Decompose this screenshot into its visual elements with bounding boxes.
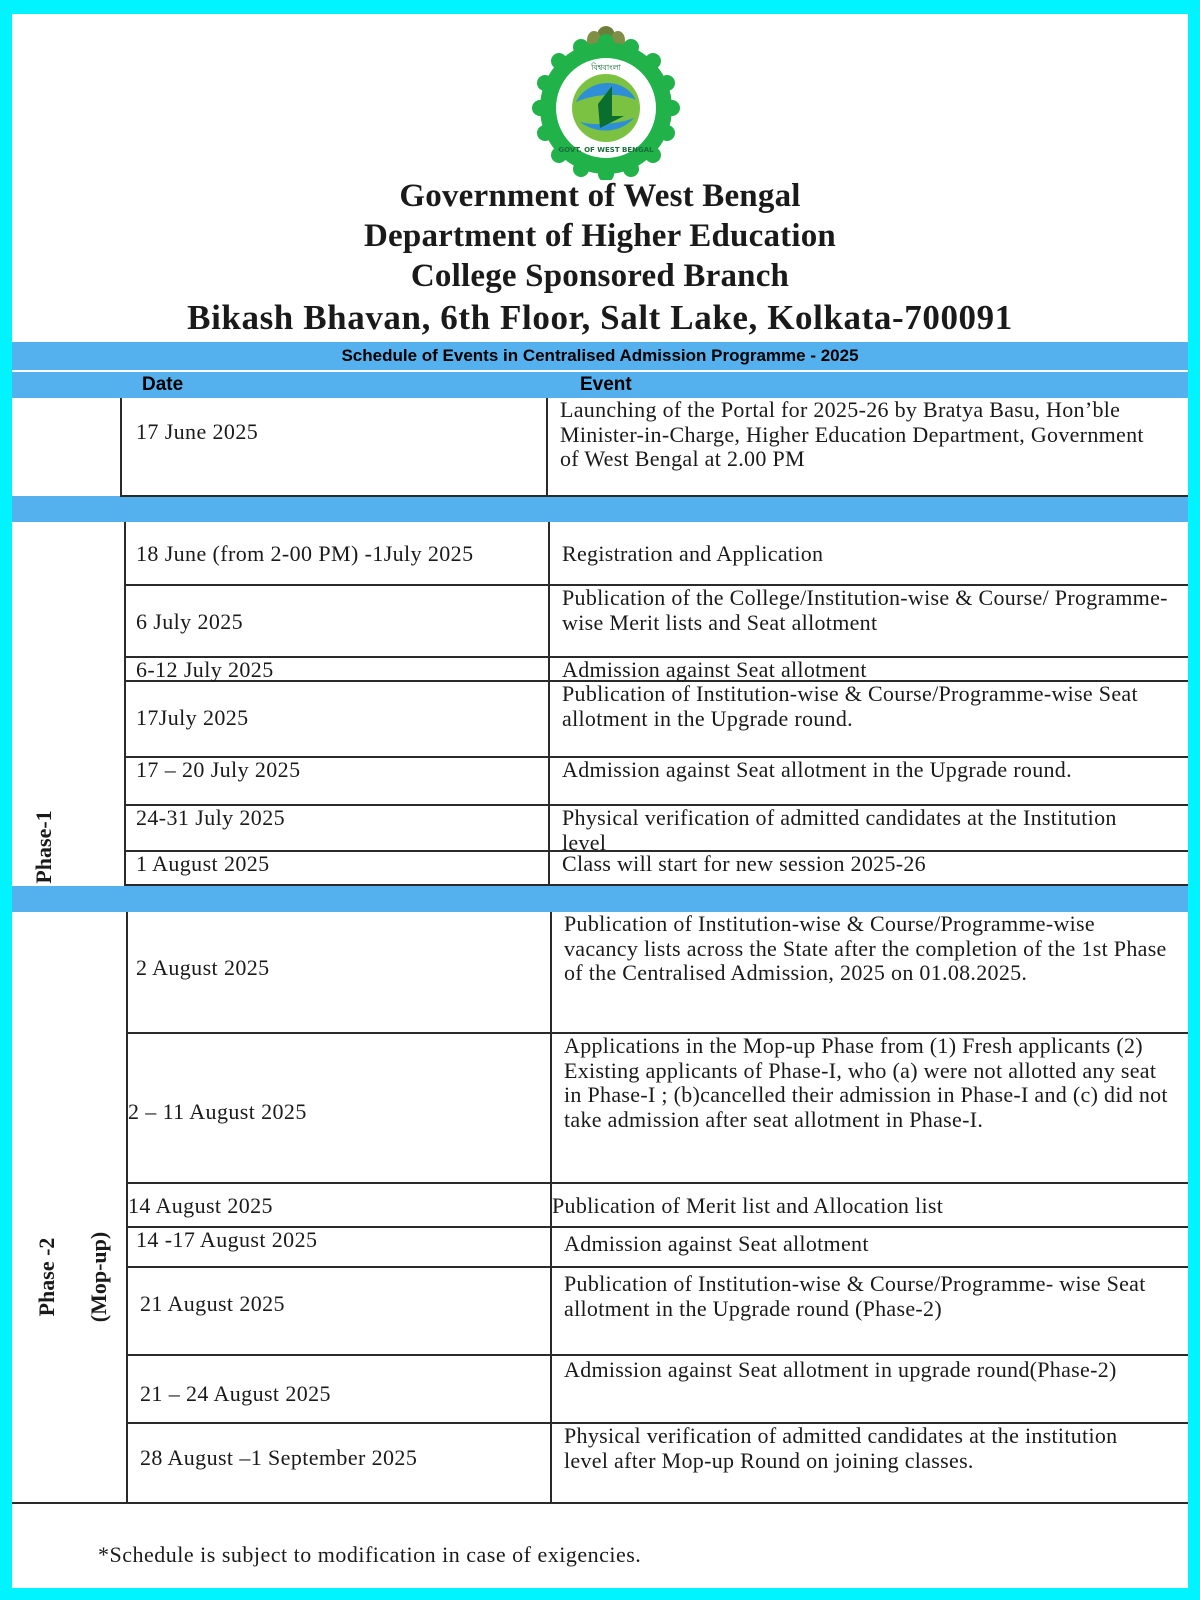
phase1-row-4-event: Publication of Institution-wise & Course/Programme-wise Seat allotment in the Upgrade round. (562, 681, 1138, 731)
phase1-row-3-date: 6-12 July 2025 (136, 657, 274, 682)
phase1-row-7-event: Class will start for new session 2025-26 (562, 851, 926, 876)
phase2-row-7-event: Physical verification of admitted candidates at the institution level after Mop-up Round on joining classes. (564, 1423, 1118, 1473)
heading-department: Department of Higher Education (364, 218, 836, 254)
phase1-row-7-date: 1 August 2025 (136, 851, 270, 876)
phase2-row-2-date: 2 – 11 August 2025 (128, 1099, 307, 1124)
schedule-title: Schedule of Events in Centralised Admission Programme - 2025 (12, 342, 1188, 370)
west-bengal-emblem-icon (526, 20, 686, 180)
heading-address: Bikash Bhavan, 6th Floor, Salt Lake, Kolkata-700091 (187, 298, 1013, 337)
column-header-event: Event (580, 374, 632, 395)
phase1-row-2-date: 6 July 2025 (136, 609, 244, 634)
phase1-row-3-event: Admission against Seat allotment (562, 657, 867, 682)
phase1-row-2-event: Publication of the College/Institution-wise & Course/ Programme-wise Merit lists and Seat allotment (562, 585, 1168, 635)
heading-branch: College Sponsored Branch (410, 258, 790, 294)
grid-line (120, 398, 122, 496)
grid-line (548, 522, 550, 886)
table-header (12, 372, 1188, 398)
schedule-footnote: *Schedule is subject to modification in case of exigencies. (98, 1542, 642, 1567)
grid-line (124, 884, 1188, 886)
grid-line (120, 495, 1188, 497)
grid-line (124, 522, 126, 886)
section-separator (12, 886, 1188, 912)
phase1-row-1-date: 18 June (from 2-00 PM) -1July 2025 (136, 541, 474, 566)
phase1-row-6-date: 24-31 July 2025 (136, 805, 285, 830)
phase2-row-1-event: Publication of Institution-wise & Course/Programme-wise vacancy lists across the State after the completion of the 1st Phase of the Centralised Admission, 2025 on 01.08.2025. (564, 911, 1167, 986)
emblem-ring-text-top: বিশ্ববাংলা (591, 63, 621, 72)
phase1-row-5-date: 17 – 20 July 2025 (136, 757, 301, 782)
phase2-row-3-event: Publication of Merit list and Allocation list (552, 1193, 944, 1218)
grid-line (12, 1502, 1188, 1504)
phase-1-label: Phase-1 (31, 810, 56, 884)
phase1-row-1-event: Registration and Application (562, 541, 824, 566)
phase2-row-3-date: 14 August 2025 (128, 1193, 273, 1218)
heading-government: Government of West Bengal (399, 178, 801, 214)
phase1-row-6-event: Physical verification of admitted candidates at the Institution level (562, 805, 1117, 855)
phase-2-sublabel: (Mop-up) (86, 1231, 111, 1323)
phase-2-label: Phase -2 (34, 1237, 59, 1317)
phase2-row-6-date: 21 – 24 August 2025 (140, 1381, 331, 1406)
phase2-row-1-date: 2 August 2025 (136, 955, 270, 980)
phase2-row-5-event: Publication of Institution-wise & Course/Programme- wise Seat allotment in the Upgrade round (Phase-2) (564, 1271, 1146, 1321)
phase2-row-4-event: Admission against Seat allotment (564, 1231, 869, 1256)
phase2-row-6-event: Admission against Seat allotment in upgrade round(Phase-2) (564, 1357, 1117, 1382)
grid-line (126, 1182, 1188, 1184)
notice-page (12, 14, 1188, 1588)
launch-date: 17 June 2025 (136, 419, 259, 444)
grid-line (126, 1266, 1188, 1268)
section-separator (12, 496, 1188, 522)
phase2-row-4-date: 14 -17 August 2025 (136, 1227, 318, 1252)
phase2-row-5-date: 21 August 2025 (140, 1291, 285, 1316)
column-header-date: Date (142, 374, 184, 395)
launch-event: Launching of the Portal for 2025-26 by Bratya Basu, Hon’ble Minister-in-Charge, Higher Education Department, Government of West Bengal at 2.00 PM (560, 397, 1144, 472)
phase1-row-4-date: 17July 2025 (136, 705, 249, 730)
phase1-row-5-event: Admission against Seat allotment in the Upgrade round. (562, 757, 1072, 782)
grid-line (126, 1354, 1188, 1356)
phase2-row-2-event: Applications in the Mop-up Phase from (1) Fresh applicants (2) Existing applicants of Phase-I, who (a) were not allotted any seat in Phase-I ; (b)cancelled their admission in Phase-I and (c) did not take admission after seat allotment in Phase-I. (564, 1033, 1168, 1132)
phase2-row-7-date: 28 August –1 September 2025 (140, 1445, 418, 1470)
letterhead (12, 176, 1188, 340)
emblem-ring-text-bottom: GOVT. OF WEST BENGAL (558, 146, 654, 154)
grid-line (546, 398, 548, 496)
